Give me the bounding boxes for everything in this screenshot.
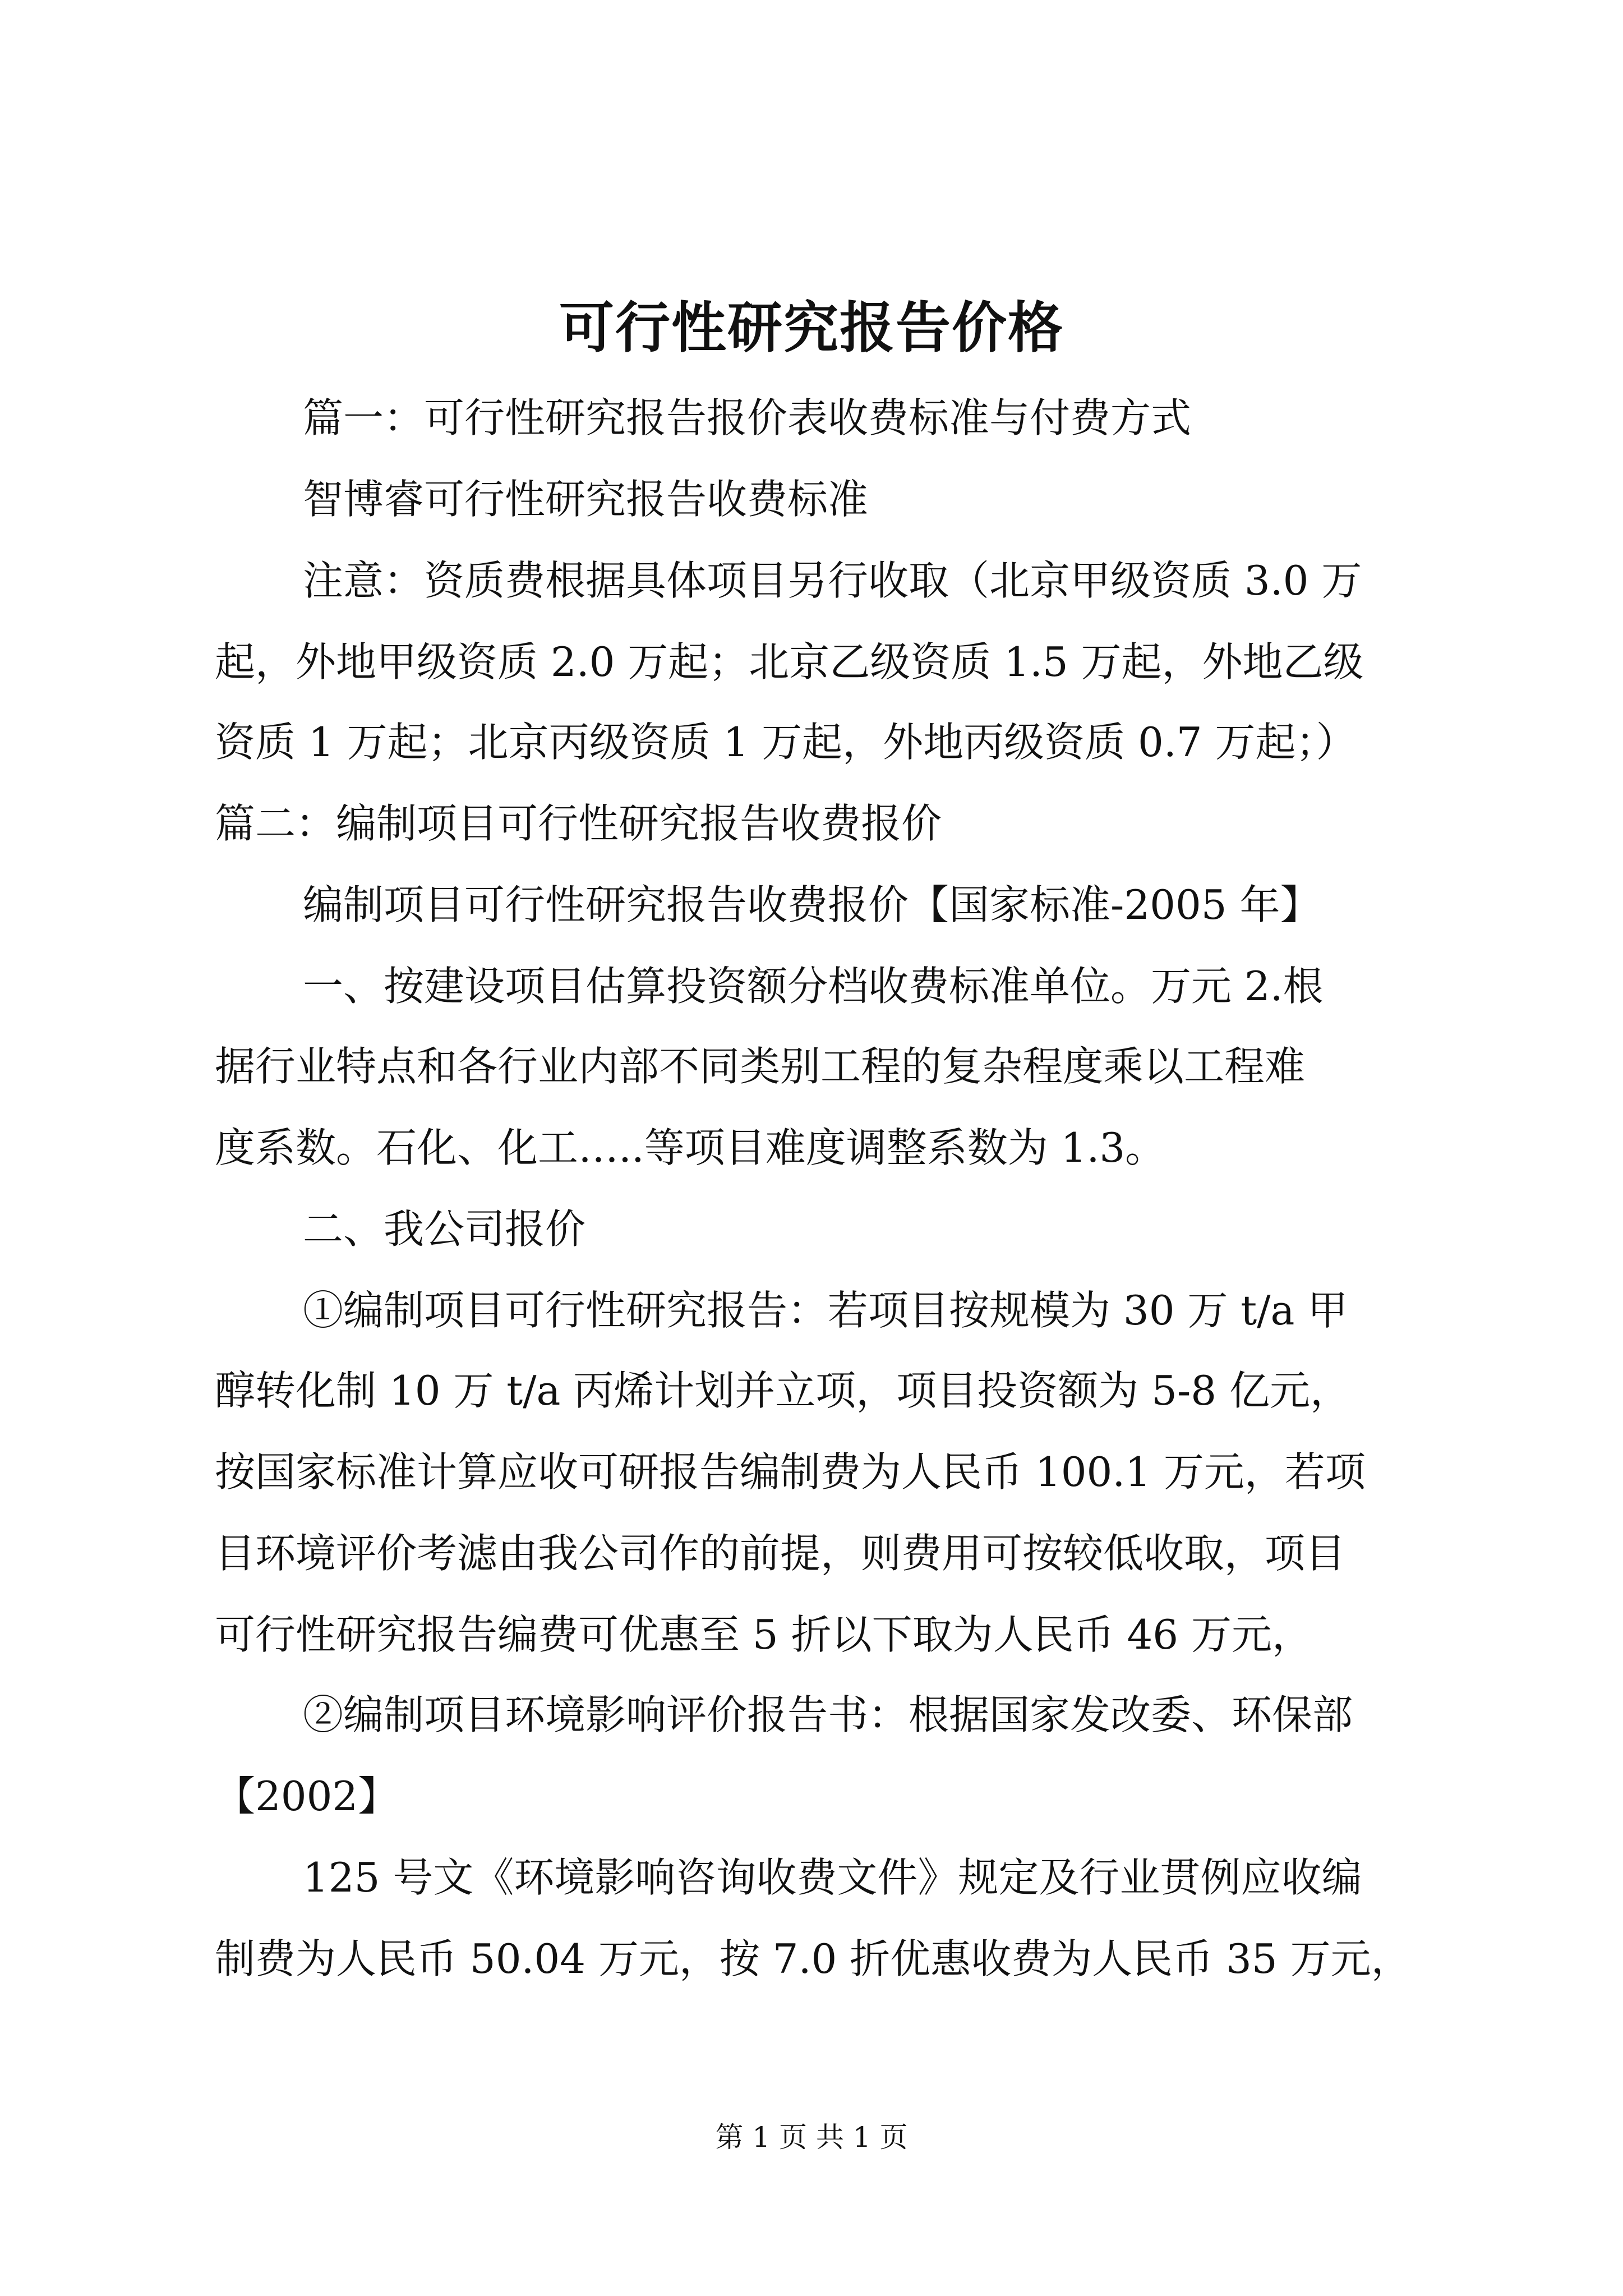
paragraph-line: 度系数。石化、化工…..等项目难度调整系数为 1.3。: [215, 1124, 1166, 1171]
paragraph-line: ②编制项目环境影响评价报告书：根据国家发改委、环保部: [303, 1691, 1353, 1738]
paragraph-line: 一、按建设项目估算投资额分档收费标准单位。万元 2.根: [303, 963, 1324, 1010]
paragraph-line: 可行性研究报告编费可优惠至 5 折以下取为人民币 46 万元，: [215, 1611, 1312, 1658]
paragraph-line: 125 号文《环境影响咨询收费文件》规定及行业贯例应收编: [303, 1854, 1362, 1901]
paragraph-line: 目环境评价考滤由我公司作的前提，则费用可按较低收取，项目: [215, 1530, 1346, 1577]
paragraph-line: 资质 1 万起；北京丙级资质 1 万起，外地丙级资质 0.7 万起；）: [215, 719, 1357, 766]
paragraph-line: 篇二：编制项目可行性研究报告收费报价: [215, 800, 942, 847]
paragraph-line: 篇一：可行性研究报告报价表收费标准与付费方式: [303, 394, 1192, 441]
paragraph-line: 按国家标准计算应收可研报告编制费为人民币 100.1 万元，若项: [215, 1448, 1366, 1496]
paragraph-line: 【2002】: [215, 1773, 399, 1820]
paragraph-line: 注意：资质费根据具体项目另行收取（北京甲级资质 3.0 万: [303, 557, 1362, 604]
paragraph-line: 二、我公司报价: [303, 1205, 586, 1253]
paragraph-line: 编制项目可行性研究报告收费报价【国家标准-2005 年】: [303, 881, 1321, 928]
paragraph-line: 制费为人民币 50.04 万元，按 7.0 折优惠收费为人民币 35 万元，: [215, 1935, 1412, 1982]
paragraph-line: 据行业特点和各行业内部不同类别工程的复杂程度乘以工程难: [215, 1043, 1306, 1090]
paragraph-line: 智博睿可行性研究报告收费标准: [303, 476, 869, 523]
paragraph-line: 起，外地甲级资质 2.0 万起；北京乙级资质 1.5 万起，外地乙级: [215, 638, 1364, 685]
paragraph-line: 醇转化制 10 万 t/a 丙烯计划并立项，项目投资额为 5-8 亿元，: [215, 1367, 1351, 1414]
paragraph-line: ①编制项目可行性研究报告：若项目按规模为 30 万 t/a 甲: [303, 1287, 1348, 1334]
page-footer: 第 1 页 共 1 页: [715, 2121, 908, 2154]
document-title: 可行性研究报告价格: [559, 296, 1064, 360]
